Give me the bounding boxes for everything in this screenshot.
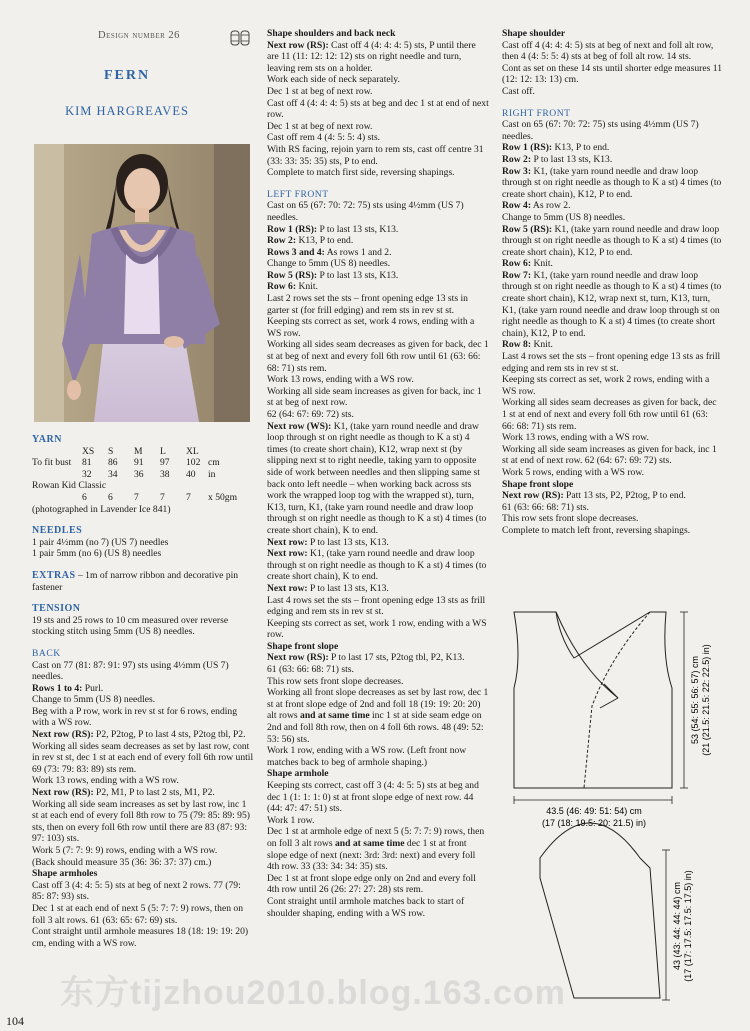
back-text: Cast off 3 (4: 4: 5: 5) sts at beg of next 2 rows. 77 (79: 85: 87: 93) sts.	[32, 879, 241, 903]
instruction: Dec 1 st at armhole edge of next 5 (5: 7: 7: 9) rows, then on foll 3 alt rows and at same time dec 1 st at front slope edge of next (next: 3rd: 3rd: next) and every foll 4th row. 33 (33: 34: 34: 35) sts.	[267, 826, 485, 873]
next-row: Next row: P to last 13 sts, K13.	[267, 536, 389, 548]
yarn-heading: YARN	[32, 434, 62, 445]
instruction: Cast on 65 (67: 70: 72: 75) sts using 4½mm (US 7) needles.	[267, 200, 464, 223]
yarn-skein-icon	[230, 30, 250, 46]
needles-heading: NEEDLES	[32, 525, 83, 537]
instruction: Working all sides seam decreases as given for back, dec 1 st at end of next and every foll 6th row until 61 (63: 66: 68: 71) sts rem.	[502, 397, 717, 432]
back-text: Working all sides seam decreases as set by last row, cont in rev st st, dec 1 st at each end of every foll 6th row until 69 (73: 79: 83: 89) sts rem.	[32, 740, 254, 775]
instruction: Last 2 rows set the sts – front opening edge 13 sts in garter st (for frill edging) and rem sts in rev st st.	[267, 293, 468, 316]
bust-in: 40	[186, 468, 196, 480]
back-text: (Back should measure 35 (36: 36: 37: 37) cm.)	[32, 856, 212, 868]
instruction: 62 (64: 67: 69: 72) sts.	[267, 409, 354, 420]
body-length-in-label: (21 (21.5: 21.5: 22: 22.5) in)	[701, 644, 711, 756]
row-6: Row 6: Knit.	[267, 281, 318, 293]
back-next-row: Next row (RS): P2, P2tog, P to last 4 sts, P2tog tbl, P2.	[32, 729, 246, 741]
size-label: M	[134, 445, 143, 457]
instruction: Last 4 rows set the sts – front opening edge 13 sts as frill edging and rem sts in rev st st.	[267, 594, 486, 618]
extras-heading: EXTRAS	[32, 569, 76, 581]
instruction: Work 13 rows, ending with a WS row.	[502, 432, 649, 444]
page-number: 104	[6, 1014, 24, 1028]
bust-cm: 91	[134, 457, 144, 469]
shape-front-slope-label: Shape front slope	[267, 640, 339, 652]
right-front-heading: RIGHT FRONT	[502, 107, 571, 119]
size-label: L	[160, 445, 166, 457]
ball-count: 7	[186, 491, 191, 503]
row-1: Row 1 (RS): P to last 13 sts, K13.	[267, 223, 399, 235]
instruction: Keeping sts correct as set, work 4 rows, ending with a WS row.	[267, 316, 475, 339]
ball-count: 7	[134, 491, 139, 503]
instruction: Working all sides seam decreases as given for back, dec 1 st at beg of next and every foll 6th row until 61 (63: 66: 68: 71) sts rem.	[267, 339, 489, 374]
back-heading: BACK	[32, 647, 61, 659]
instruction: Work 1 row.	[267, 814, 315, 826]
sleeve-length-label: 43 (43: 44: 44: 44) cm	[672, 881, 682, 971]
instruction: Working all side seam increases as given for back, inc 1 st at beg of next row.	[267, 385, 482, 409]
back-text: Dec 1 st at each end of next 5 (5: 7: 7: 9) rows, then on foll 3 alt rows. 61 (63: 65: 67: 69) sts.	[32, 902, 244, 926]
row-5: Row 5 (RS): P to last 13 sts, K13.	[267, 269, 399, 281]
instruction: Complete to match left front, reversing shapings.	[502, 524, 691, 536]
bust-in: 38	[160, 468, 170, 480]
instruction: Keeping sts correct as set, work 2 rows, ending with a WS row.	[502, 374, 710, 397]
row-3: Row 3: K1, (take yarn round needle and draw loop through st on right needle as though to K a st) 4 times (to create short chain), K12, P to end.	[502, 165, 722, 200]
body-schematic	[514, 612, 672, 788]
shape-front-slope-label: Shape front slope	[502, 478, 574, 490]
ball-count: 6	[108, 491, 113, 503]
row-7: Row 7: K1, (take yarn round needle and draw loop through st on right needle as though to K a st) 4 times (to create short chain), K12, wrap next st, turn, K13, turn, K1, (take yarn round needle and draw loop through st on right needle as though to K a st) 4 times (to create short chain), K12, P to end.	[502, 269, 722, 339]
tension-heading: TENSION	[32, 603, 81, 615]
bust-in-unit: in	[208, 468, 216, 480]
instruction: This row sets front slope decreases.	[267, 675, 404, 687]
schematic-diagrams	[500, 598, 722, 1008]
next-row-ws: Next row (WS): K1, (take yarn round needle and draw loop through st on right needle as though to K a st) 4 times (to create short chain), K12, wrap next st (by slipping next st to right needle, taking yarn to opposite side of work between needles and then slipping same st back onto left needle – when working back across sts work the wrapped loop tog with the wrapped st), turn, K13, turn, K1, (take yarn round needle and draw loop through st on right needle as though to K a st) 4 times (to create short chain), K to end.	[267, 420, 487, 536]
instruction: Work 1 row, ending with a WS row. (Left front now matches back to beg of armhole shaping.)	[267, 745, 467, 768]
row-2: Row 2: K13, P to end.	[267, 235, 354, 247]
tension-text: 19 sts and 25 rows to 10 cm measured over reverse stocking stitch using 5mm (US 8) needles.	[32, 614, 229, 638]
design-number: Design number 26	[98, 30, 180, 41]
back-text: Beg with a P row, work in rev st st for 6 rows, ending with a WS row.	[32, 705, 237, 729]
bust-in: 32	[82, 468, 92, 480]
instruction: Last 4 rows set the sts – front opening edge 13 sts as frill edging and rem sts in rev st st.	[502, 351, 721, 374]
instruction: 61 (63: 66: 68: 71) sts.	[502, 501, 589, 513]
instruction: Working all side seam increases as given for back, inc 1 st at end of next row. 62 (64: 67: 69: 72) sts.	[502, 443, 717, 467]
instruction: Cast off 4 (4: 4: 4: 5) sts at beg and dec 1 st at end of next row.	[267, 97, 489, 121]
row-2: Row 2: P to last 13 sts, K13.	[502, 153, 613, 165]
instruction: Cast on 65 (67: 70: 72: 75) sts using 4½mm (US 7) needles.	[502, 119, 699, 142]
instruction: Complete to match first side, reversing shapings.	[267, 167, 455, 179]
instruction: With RS facing, rejoin yarn to rem sts, cast off centre 31 (33: 33: 35: 35) sts, P to end.	[267, 143, 484, 167]
bust-in: 34	[108, 468, 118, 480]
pattern-author: KIM HARGREAVES	[65, 104, 189, 118]
instruction: Keeping sts correct as set, work 1 row, ending with a WS row.	[267, 617, 487, 641]
model-photo	[34, 144, 250, 422]
next-row: Next row: K1, (take yarn round needle and draw loop through st on right needle as though to K a st) 4 times (to create short chain), K to end.	[267, 548, 487, 583]
bust-in: 36	[134, 468, 144, 480]
row-6: Row 6: Knit.	[502, 258, 553, 270]
instruction: Work 13 rows, ending with a WS row.	[267, 374, 414, 386]
photographed-in: (photographed in Lavender Ice 841)	[32, 503, 171, 515]
instruction: 61 (63: 66: 68: 71) sts.	[267, 664, 354, 676]
back-text: Work 5 (7: 7: 9: 9) rows, ending with a WS row.	[32, 845, 218, 856]
instruction: This row sets front slope decreases.	[502, 513, 639, 525]
row-8: Row 8: Knit.	[502, 339, 553, 351]
row-4: Row 4: As row 2.	[502, 200, 571, 212]
watermark: 东方tijzhou2010.blog.163.com	[60, 974, 566, 1012]
body-width-label: 43.5 (46: 49: 51: 54) cm	[546, 806, 642, 816]
needle-line: 1 pair 5mm (no 6) (US 8) needles	[32, 548, 162, 560]
instruction: Work each side of neck separately.	[267, 74, 400, 86]
row-1: Row 1 (RS): K13, P to end.	[502, 142, 610, 154]
instruction: Working all front slope decreases as set by last row, dec 1 st at front slope edge of 2nd and foll 18 (19: 19: 20: 20) alt rows and at same time inc 1 st at side seam edge on 2nd and foll 8th row, then on 4 foll 6th rows. 48 (49: 52: 53: 56) sts.	[267, 687, 489, 745]
back-text: Cast on 77 (81: 87: 91: 97) sts using 4½mm (US 7) needles.	[32, 659, 229, 683]
needle-line: 1 pair 4½mm (no 7) (US 7) needles	[32, 536, 169, 548]
extras-text: – 1m of narrow ribbon and decorative pin fastener	[32, 569, 239, 593]
bust-cm: 102	[186, 457, 201, 469]
back-text: Work 13 rows, ending with a WS row.	[32, 775, 179, 787]
instruction: Dec 1 st at front slope edge only on 2nd and every foll 4th row until 26 (26: 27: 27: 28) sts rem.	[267, 872, 476, 896]
back-text: Change to 5mm (US 8) needles.	[32, 694, 156, 706]
instruction: Cast off.	[502, 85, 535, 97]
bust-cm: 97	[160, 457, 170, 469]
size-table	[32, 446, 237, 504]
row-5: Row 5 (RS): K1, (take yarn round needle and draw loop through st on right needle as though to K a st) 4 times (to create short chain), K12, P to end.	[502, 223, 722, 258]
size-label: S	[108, 445, 114, 457]
instruction: Keeping sts correct, cast off 3 (4: 4: 5: 5) sts at beg and dec 1 (1: 1: 1: 0) st at front slope edge of next row. 44 (44: 47: 47: 51) sts.	[267, 780, 479, 815]
instruction: Cont as set on these 14 sts until shorter edge measures 11 (12: 12: 13: 13) cm.	[502, 62, 722, 86]
back-rows-1-4: Rows 1 to 4: Purl.	[32, 682, 104, 694]
sleeve-length-in-label: (17 (17: 17.5: 17.5: 17.5) in)	[683, 870, 693, 982]
to-fit-bust-label: To fit bust	[32, 457, 72, 469]
pattern-title: FERN	[103, 68, 151, 83]
extras-line	[32, 570, 254, 593]
instruction: Cast off rem 4 (4: 5: 5: 4) sts.	[267, 132, 381, 144]
instruction: Cont straight until armhole matches back to start of shoulder shaping, ending with a WS row.	[267, 895, 465, 919]
ball-count: 6	[82, 491, 87, 503]
next-row: Next row: P to last 13 sts, K13.	[267, 582, 389, 594]
shape-shoulder-label: Shape shoulder	[502, 28, 566, 39]
instruction: Change to 5mm (US 8) needles.	[502, 211, 626, 223]
left-front-heading: LEFT FRONT	[267, 188, 329, 200]
instruction: Cast off 4 (4: 4: 4: 5) sts at beg of next and foll alt row, then 4 (4: 5: 5: 4) sts at beg of foll alt row. 14 sts.	[502, 39, 714, 63]
bust-cm-unit: cm	[208, 457, 220, 469]
shape-shoulders-label: Shape shoulders and back neck	[267, 28, 396, 39]
rows-3-4: Rows 3 and 4: As rows 1 and 2.	[267, 246, 392, 258]
size-label: XS	[82, 445, 95, 457]
size-label: XL	[186, 445, 199, 457]
ball-count: 7	[160, 491, 165, 503]
back-text: Cont straight until armhole measures 18 (18: 19: 19: 20) cm, ending with a WS row.	[32, 926, 249, 949]
shape-armholes-label: Shape armholes	[32, 868, 98, 880]
back-next-row: Next row (RS): P2, M1, P to last 2 sts, M1, P2.	[32, 787, 215, 799]
instruction: Dec 1 st at beg of next row.	[267, 85, 373, 97]
next-row-rs: Next row (RS): P to last 17 sts, P2tog tbl, P2, K13.	[267, 652, 465, 664]
instruction: Change to 5mm (US 8) needles.	[267, 258, 391, 270]
next-row-rs: Next row (RS): Patt 13 sts, P2, P2tog, P to end.	[502, 490, 686, 502]
body-length-label: 53 (54: 55: 56: 57) cm	[690, 655, 700, 745]
instruction: Dec 1 st at beg of next row.	[267, 120, 373, 132]
instruction: Work 5 rows, ending with a WS row.	[502, 466, 645, 478]
shape-armhole-label: Shape armhole	[267, 768, 329, 780]
instruction: Next row (RS): Cast off 4 (4: 4: 4: 5) sts, P until there are 11 (11: 12: 12: 12) sts on right needle and turn, leaving rem sts on a holder.	[267, 39, 476, 74]
yarn-name: Rowan Kid Classic	[32, 480, 107, 492]
bust-cm: 86	[108, 457, 118, 469]
back-text: Working all side seam increases as set by last row, inc 1 st at each end of every foll 8th row to 75 (79: 85: 89: 95) sts, then on every foll 6th row until there are 83 (87: 93: 97: 103) sts.	[32, 798, 250, 845]
bust-cm: 81	[82, 457, 92, 469]
body-width-in-label: (17 (18: 19.5: 20: 21.5) in)	[541, 818, 647, 828]
ball-unit: x 50gm	[208, 491, 238, 503]
